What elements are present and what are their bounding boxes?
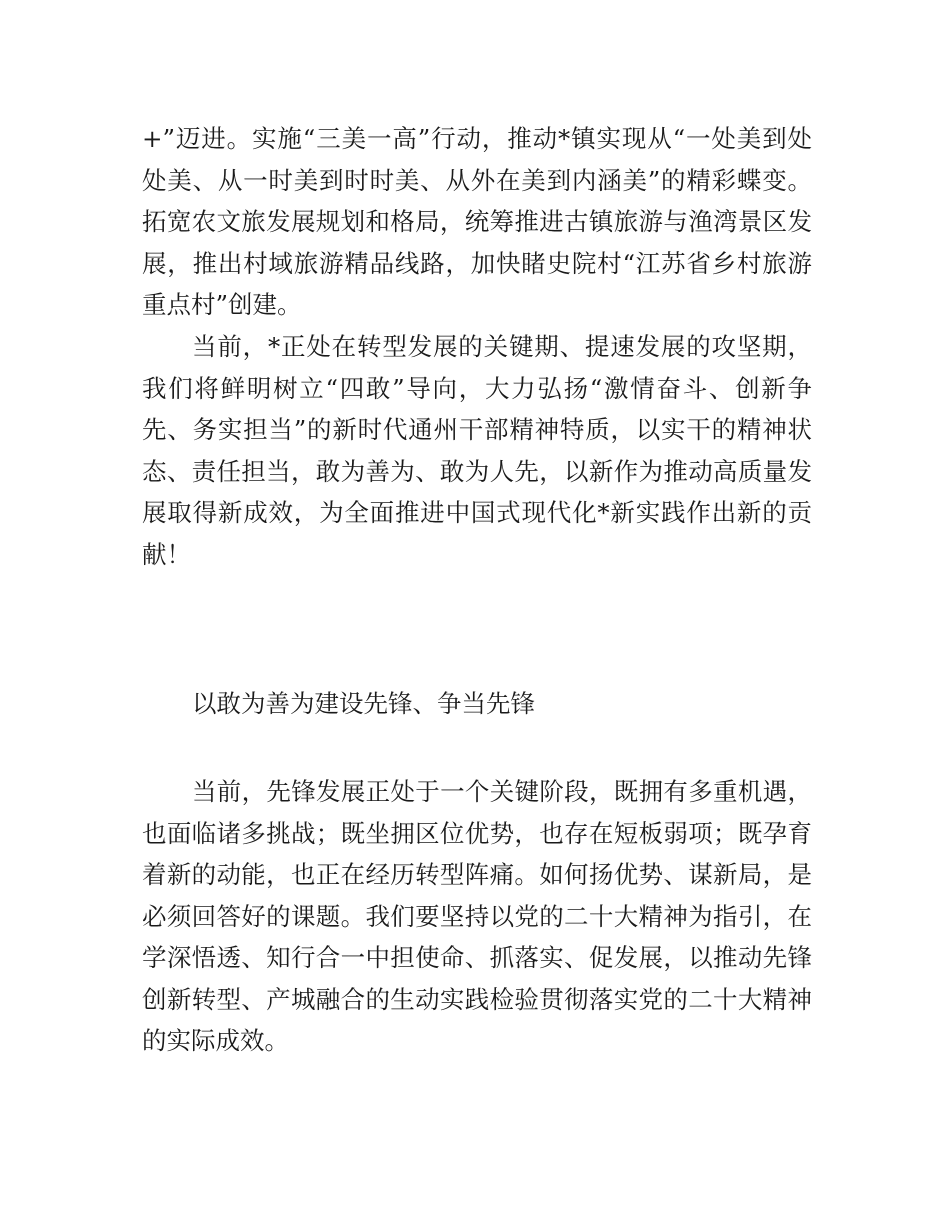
- body-paragraph-pioneer-development: 当前，先锋发展正处于一个关键阶段，既拥有多重机遇，也面临诸多挑战；既坐拥区位优势，也存在短板弱项；既孕育着新的动能，也正在经历转型阵痛。如何扬优势、谋新局，是必须回答好的课题。我们要坚持以党的二十大精神为指引，在学深悟透、知行合一中担使命、抓落实、促发展，以推动先锋创新转型、产城融合的生动实践检验贯彻落实党的二十大精神的实际成效。: [142, 777, 812, 1055]
- body-paragraph-continuation: +”迈进。实施“三美一高”行动，推动*镇实现从“一处美到处处美、从一时美到时时美、从外在美到内涵美”的精彩蝶变。拓宽农文旅发展规划和格局，统筹推进古镇旅游与渔湾景区发展，推出村域旅游精品线路，加快睹史院村“江苏省乡村旅游重点村”创建。: [142, 124, 812, 319]
- body-paragraph-current-period: 当前，*正处在转型发展的关键期、提速发展的攻坚期，我们将鲜明树立“四敢”导向，大力弘扬“激情奋斗、创新争先、务实担当”的新时代通州干部精神特质，以实干的精神状态、责任担当，敢为善为、敢为人先，以新作为推动高质量发展取得新成效，为全面推进中国式现代化*新实践作出新的贡献！: [142, 332, 812, 569]
- section-heading: 以敢为善为建设先锋、争当先锋: [192, 689, 535, 718]
